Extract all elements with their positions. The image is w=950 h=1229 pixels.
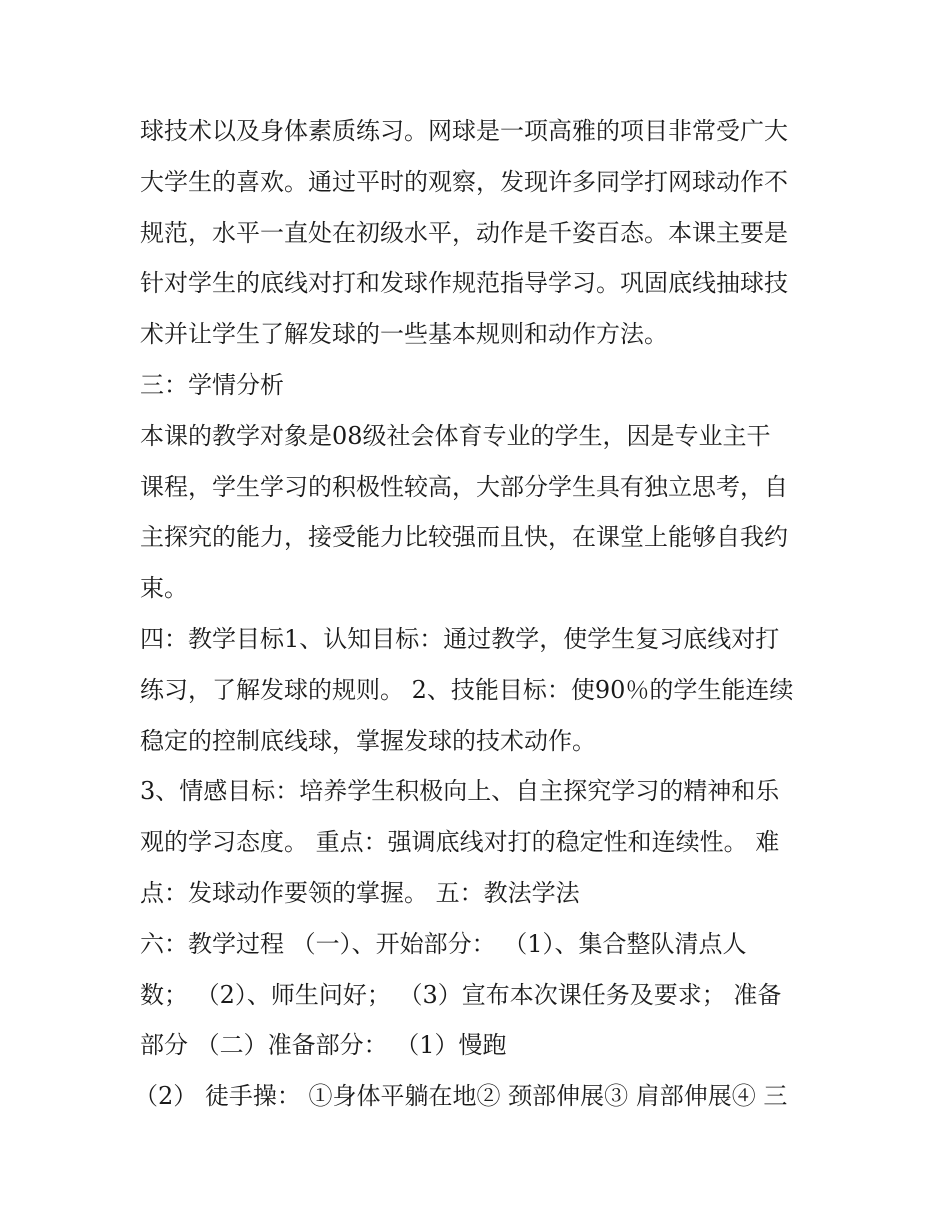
section-heading-learning-analysis: 三：学情分析 — [140, 370, 284, 399]
text-line-1: 球技术以及身体素质练习。网球是一项高雅的项目非常受广大 — [140, 117, 788, 145]
text-line-10: 束。 — [140, 574, 188, 603]
text-line-18: 数； （2）、师生问好； （3）宣布本次课任务及要求； 准备 — [140, 980, 782, 1009]
text-line-3: 规范，水平一直处在初级水平，动作是千姿百态。本课主要是 — [140, 218, 788, 247]
text-line-9: 主探究的能力，接受能力比较强而且快，在课堂上能够自我约 — [140, 523, 788, 552]
text-line-14: 3、情感目标：培养学生积极向上、自主探究学习的精神和乐 — [140, 777, 780, 806]
text-line-15: 观的学习态度。 重点：强调底线对打的稳定性和连续性。 难 — [140, 828, 780, 857]
text-line-12: 练习，了解发球的规则。 2、技能目标：使90％的学生能连续 — [140, 675, 794, 704]
document-body — [134, 106, 820, 1122]
section-heading-teaching-process: 六：教学过程 （一）、开始部分： （1）、集合整队清点人 — [140, 929, 747, 958]
text-line-20: （2） 徒手操： ①身体平躺在地② 颈部伸展③ 肩部伸展④ 三 — [134, 1082, 788, 1111]
text-line-4: 针对学生的底线对打和发球作规范指导学习。巩固底线抽球技 — [140, 269, 788, 298]
text-line-8: 课程，学生学习的积极性较高，大部分学生具有独立思考，自 — [140, 472, 788, 501]
text-line-13: 稳定的控制底线球，掌握发球的技术动作。 — [140, 726, 596, 755]
text-line-2: 大学生的喜欢。通过平时的观察，发现许多同学打网球动作不 — [140, 167, 788, 196]
text-line-19: 部分 （二）准备部分： （1）慢跑 — [140, 1031, 507, 1060]
text-line-7: 本课的教学对象是08级社会体育专业的学生，因是专业主干 — [140, 421, 771, 450]
text-line-5: 术并让学生了解发球的一些基本规则和动作方法。 — [140, 320, 668, 349]
section-heading-teaching-goals: 四：教学目标1、认知目标：通过教学，使学生复习底线对打 — [140, 624, 780, 653]
text-line-16: 点：发球动作要领的掌握。 五：教法学法 — [140, 878, 580, 907]
